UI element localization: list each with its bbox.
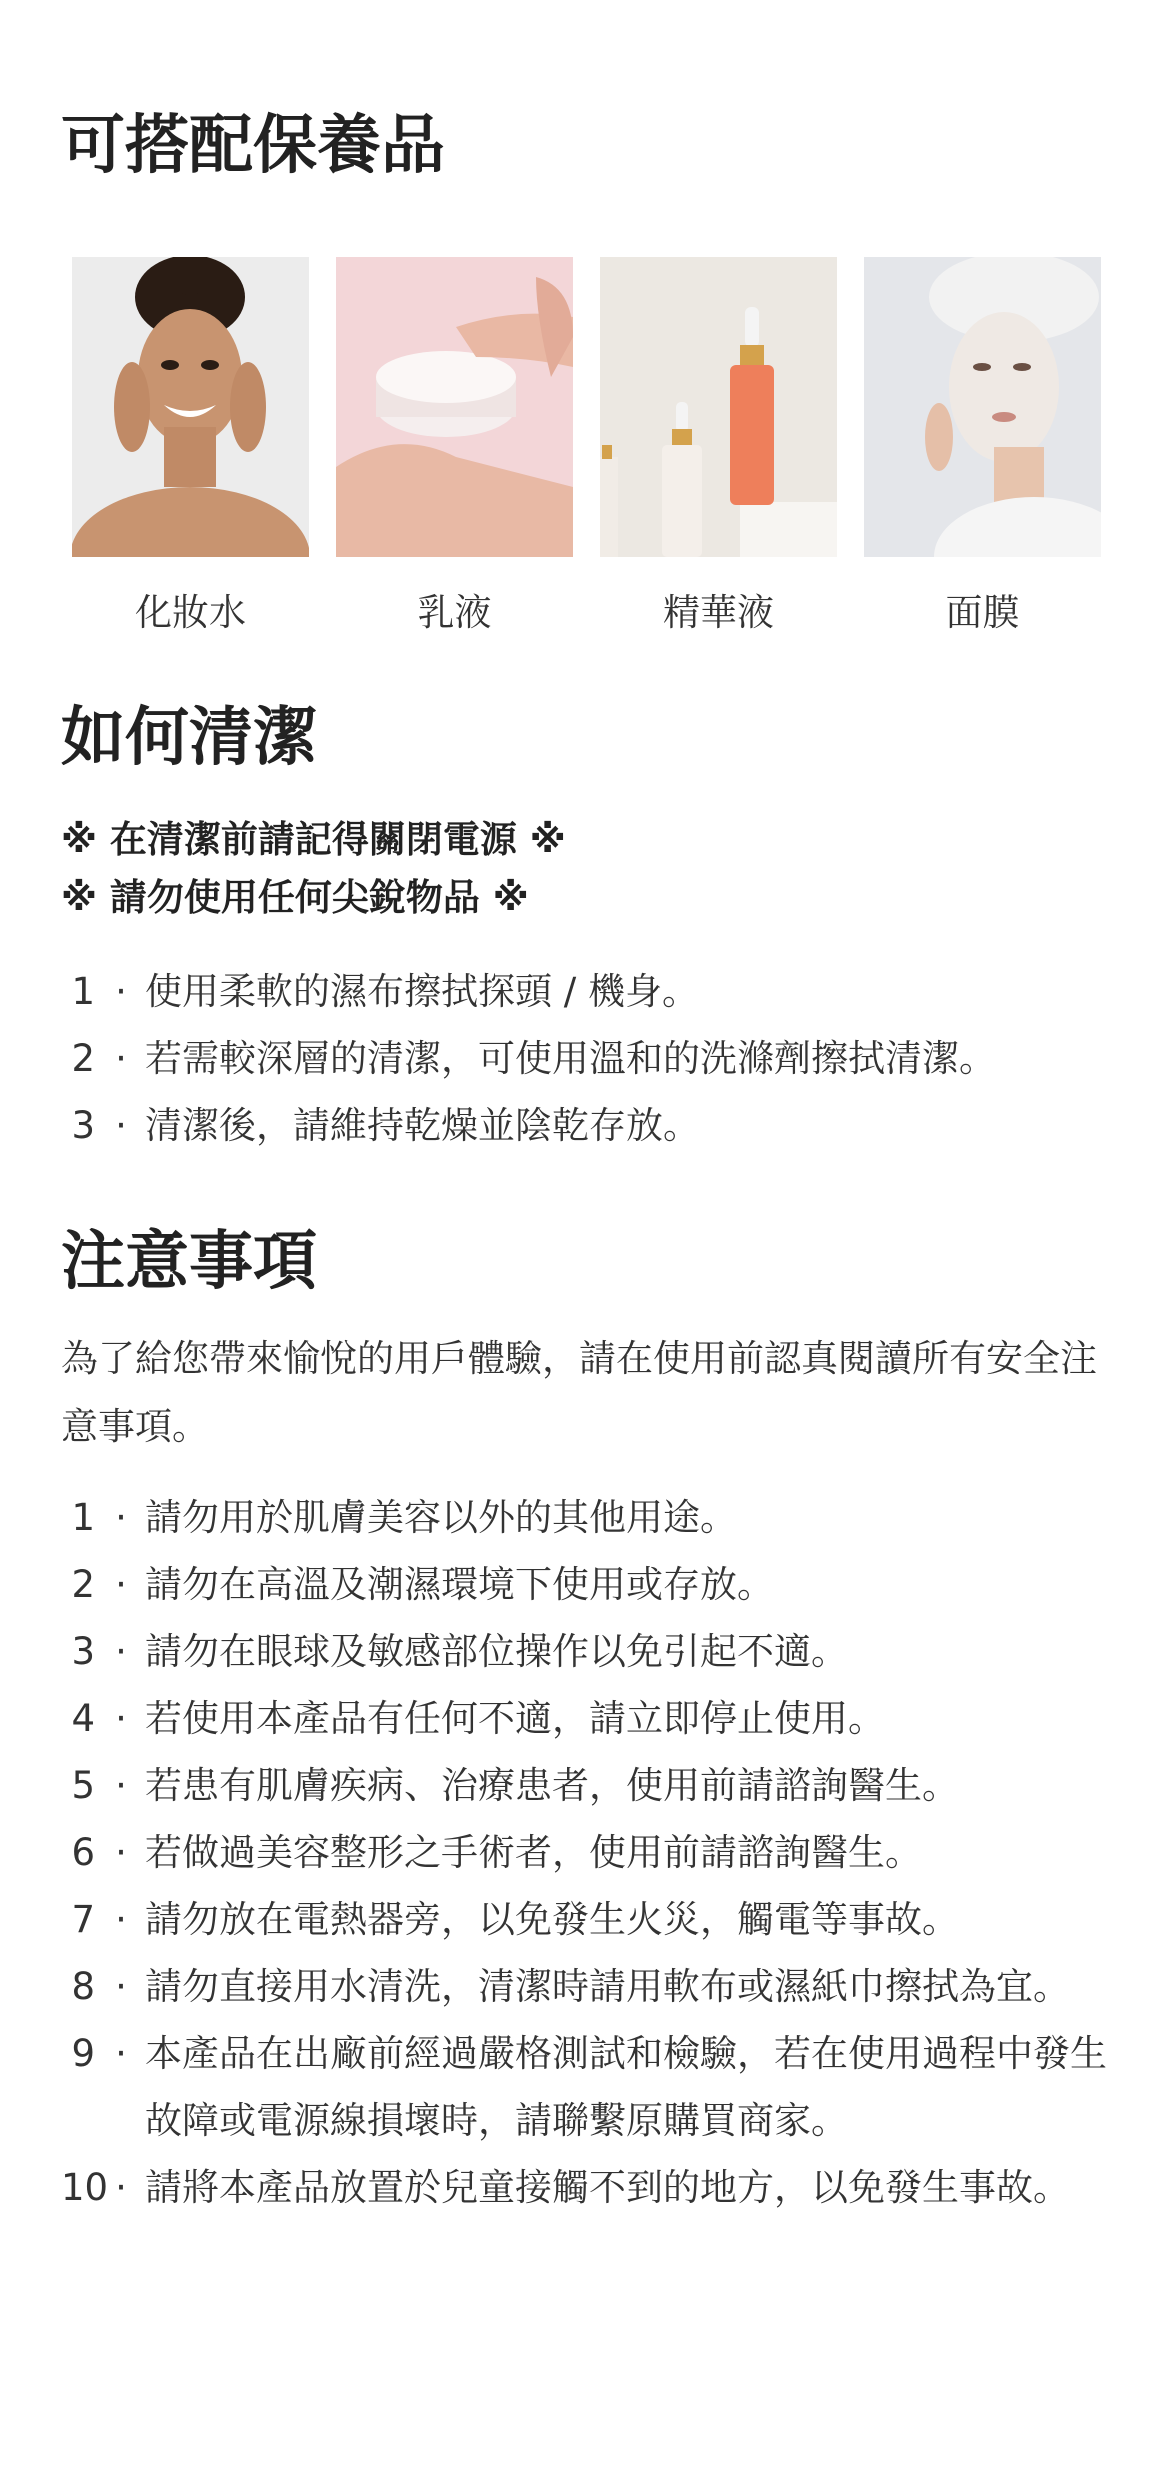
item-separator: ·	[115, 1037, 127, 1080]
product-label: 化妝水	[135, 591, 246, 634]
list-item	[61, 2154, 1121, 2221]
cleaning-warning: ※ 在清潔前請記得關閉電源 ※	[61, 818, 566, 861]
notes-list	[61, 1484, 1121, 2221]
item-number: 3	[71, 1104, 95, 1147]
product-serum	[600, 257, 837, 634]
product-lotion	[336, 257, 573, 634]
item-text: 若做過美容整形之手術者，使用前請諮詢醫生。	[145, 1831, 922, 1874]
list-item	[61, 958, 1121, 1025]
item-separator: ·	[115, 2166, 127, 2209]
item-separator: ·	[115, 1496, 127, 1539]
item-text: 若需較深層的清潔，可使用溫和的洗滌劑擦拭清潔。	[145, 1037, 996, 1080]
face-smile-photo	[72, 257, 309, 557]
products-title: 可搭配保養品	[61, 109, 445, 183]
list-item	[61, 2020, 1121, 2154]
product-label: 面膜	[945, 591, 1020, 634]
item-separator: ·	[115, 970, 127, 1013]
item-number: 2	[71, 1563, 95, 1606]
list-item	[61, 1819, 1121, 1886]
item-separator: ·	[115, 2032, 127, 2075]
item-separator: ·	[115, 1630, 127, 1673]
product-toner	[72, 257, 309, 634]
item-text: 清潔後，請維持乾燥並陰乾存放。	[145, 1104, 700, 1147]
list-item	[61, 1618, 1121, 1685]
item-text: 使用柔軟的濕布擦拭探頭 / 機身。	[145, 970, 699, 1013]
item-number: 1	[71, 970, 95, 1013]
cleaning-title: 如何清潔	[61, 701, 317, 775]
item-text: 請勿直接用水清洗，清潔時請用軟布或濕紙巾擦拭為宜。	[145, 1965, 1070, 2008]
item-separator: ·	[115, 1764, 127, 1807]
cleaning-steps	[61, 958, 1121, 1159]
list-item	[61, 1752, 1121, 1819]
item-text: 本產品在出廠前經過嚴格測試和檢驗，若在使用過程中發生故障或電源線損壞時，請聯繫原購買商家。	[145, 2032, 1107, 2142]
item-separator: ·	[115, 1104, 127, 1147]
notes-intro: 為了給您帶來愉悅的用戶體驗，請在使用前認真閱讀所有安全注意事項。	[61, 1337, 1097, 1448]
item-text: 請勿放在電熱器旁，以免發生火災，觸電等事故。	[145, 1898, 959, 1941]
product-mask	[864, 257, 1101, 634]
item-text: 請勿用於肌膚美容以外的其他用途。	[145, 1496, 737, 1539]
product-label: 乳液	[417, 591, 492, 634]
item-number: 3	[71, 1630, 95, 1673]
item-separator: ·	[115, 1697, 127, 1740]
cream-jar-photo	[336, 257, 573, 557]
item-text: 請將本產品放置於兒童接觸不到的地方，以免發生事故。	[145, 2166, 1070, 2209]
face-mask-photo	[864, 257, 1101, 557]
item-number: 7	[71, 1898, 95, 1941]
item-number: 9	[71, 2032, 95, 2075]
item-separator: ·	[115, 1563, 127, 1606]
notes-title: 注意事項	[61, 1225, 317, 1299]
list-item	[61, 1025, 1121, 1092]
item-number: 6	[71, 1831, 95, 1874]
products-row	[72, 257, 1102, 647]
item-text: 請勿在眼球及敏感部位操作以免引起不適。	[145, 1630, 848, 1673]
item-number: 2	[71, 1037, 95, 1080]
item-number: 1	[71, 1496, 95, 1539]
list-item	[61, 1953, 1121, 2020]
list-item	[61, 1886, 1121, 1953]
product-label: 精華液	[663, 591, 774, 634]
list-item	[61, 1551, 1121, 1618]
list-item	[61, 1685, 1121, 1752]
item-number: 4	[71, 1697, 95, 1740]
cleaning-warning: ※ 請勿使用任何尖銳物品 ※	[61, 876, 529, 919]
list-item	[61, 1092, 1121, 1159]
list-item	[61, 1484, 1121, 1551]
item-number: 5	[71, 1764, 95, 1807]
item-text: 請勿在高溫及潮濕環境下使用或存放。	[145, 1563, 774, 1606]
item-number: 10	[61, 2166, 109, 2209]
item-separator: ·	[115, 1831, 127, 1874]
item-text: 若使用本產品有任何不適，請立即停止使用。	[145, 1697, 885, 1740]
item-text: 若患有肌膚疾病、治療患者，使用前請諮詢醫生。	[145, 1764, 959, 1807]
serum-bottles-photo	[600, 257, 837, 557]
item-number: 8	[71, 1965, 95, 2008]
item-separator: ·	[115, 1965, 127, 2008]
item-separator: ·	[115, 1898, 127, 1941]
